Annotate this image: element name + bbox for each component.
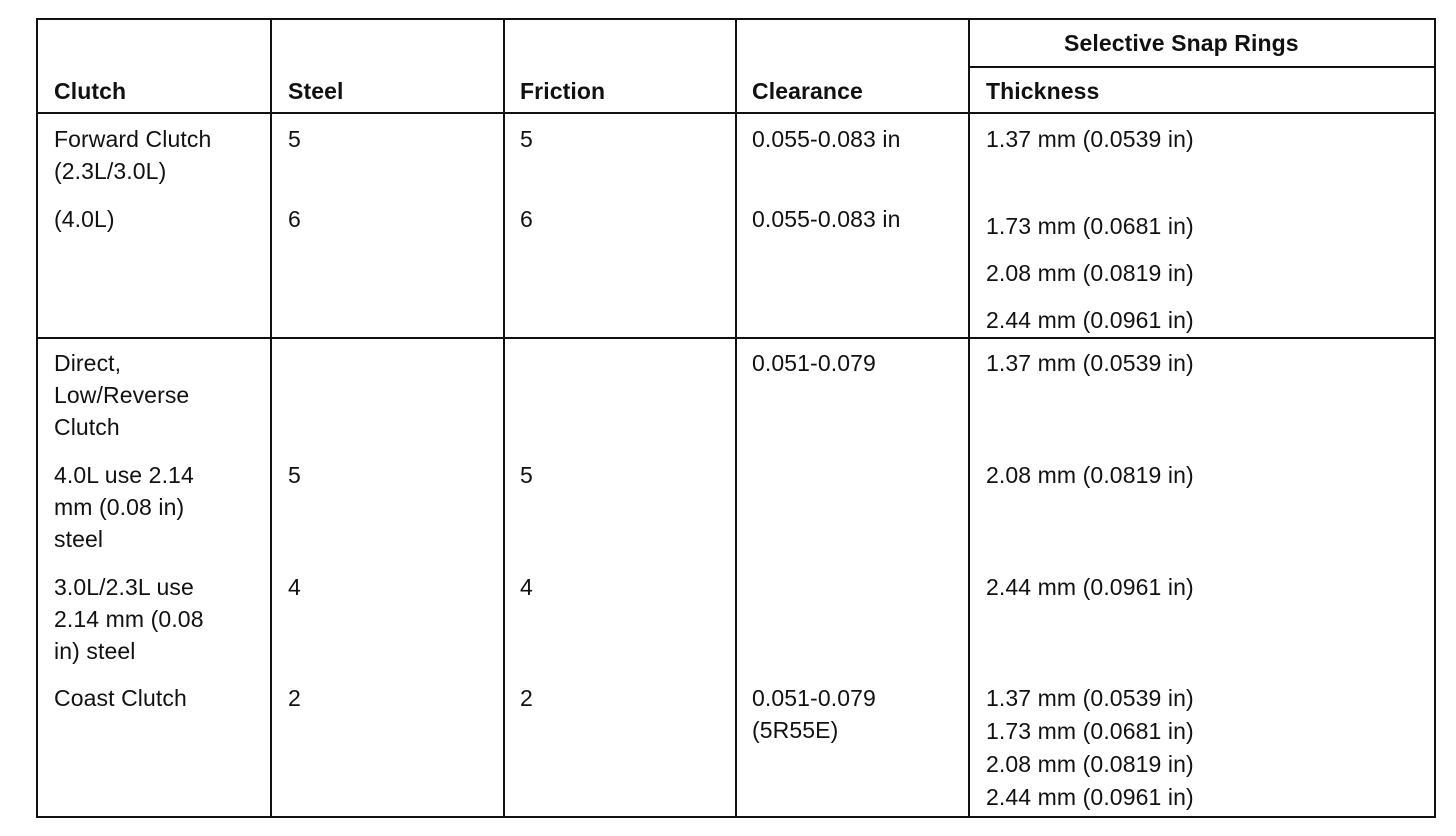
- cell-clearance: 0.055-0.083 in: [752, 126, 901, 152]
- group-header-selective-snap-rings: Selective Snap Rings: [1064, 30, 1299, 56]
- cell-clutch: 3.0L/2.3L use 2.14 mm (0.08 in) steel: [54, 574, 204, 664]
- header-friction: Friction: [520, 78, 606, 104]
- cell-thickness: [986, 459, 1194, 492]
- thickness-value: 1.37 mm (0.0539 in): [986, 350, 1194, 376]
- cell-thickness: [986, 347, 1194, 380]
- thickness-value: 1.37 mm (0.0539 in): [986, 126, 1194, 152]
- thickness-value: 2.08 mm (0.0819 in): [986, 260, 1194, 286]
- cell-friction: 2: [520, 685, 533, 711]
- cell-steel: 2: [288, 685, 301, 711]
- cell-steel: 6: [288, 206, 301, 232]
- cell-thickness: [986, 123, 1194, 156]
- header-steel: Steel: [288, 78, 344, 104]
- cell-clearance: 0.055-0.083 in: [752, 206, 901, 232]
- cell-friction: 5: [520, 126, 533, 152]
- section-divider: [38, 337, 1434, 339]
- cell-friction: 6: [520, 206, 533, 232]
- group-header-divider: [968, 66, 1434, 68]
- thickness-value: 2.44 mm (0.0961 in): [986, 784, 1194, 810]
- cell-steel: 4: [288, 574, 301, 600]
- column-divider: [270, 20, 272, 816]
- cell-steel: 5: [288, 126, 301, 152]
- column-divider: [735, 20, 737, 816]
- header-thickness: Thickness: [986, 78, 1100, 104]
- thickness-value: 1.37 mm (0.0539 in): [986, 685, 1194, 711]
- cell-clutch: Direct, Low/Reverse Clutch: [54, 350, 190, 440]
- cell-clutch: (4.0L): [54, 206, 115, 232]
- cell-clearance: 0.051-0.079: [752, 350, 876, 376]
- thickness-value: 2.44 mm (0.0961 in): [986, 307, 1194, 333]
- column-divider: [503, 20, 505, 816]
- thickness-value: 2.44 mm (0.0961 in): [986, 574, 1194, 600]
- cell-clutch: 4.0L use 2.14 mm (0.08 in) steel: [54, 462, 194, 552]
- cell-clutch: Coast Clutch: [54, 685, 187, 711]
- cell-thickness: [986, 571, 1194, 604]
- cell-steel: 5: [288, 462, 301, 488]
- thickness-value: 2.08 mm (0.0819 in): [986, 751, 1194, 777]
- cell-friction: 4: [520, 574, 533, 600]
- header-clutch: Clutch: [54, 78, 127, 104]
- cell-thickness: [986, 203, 1194, 344]
- clutch-specifications-table: [36, 18, 1436, 818]
- thickness-value: 1.73 mm (0.0681 in): [986, 718, 1194, 744]
- column-divider: [968, 20, 970, 816]
- cell-clutch: Forward Clutch (2.3L/3.0L): [54, 126, 212, 184]
- cell-clearance: 0.051-0.079 (5R55E): [752, 685, 876, 743]
- thickness-value: 1.73 mm (0.0681 in): [986, 213, 1194, 239]
- cell-friction: 5: [520, 462, 533, 488]
- header-divider: [38, 112, 1434, 114]
- thickness-value: 2.08 mm (0.0819 in): [986, 462, 1194, 488]
- header-clearance: Clearance: [752, 78, 863, 104]
- cell-thickness: [986, 682, 1194, 814]
